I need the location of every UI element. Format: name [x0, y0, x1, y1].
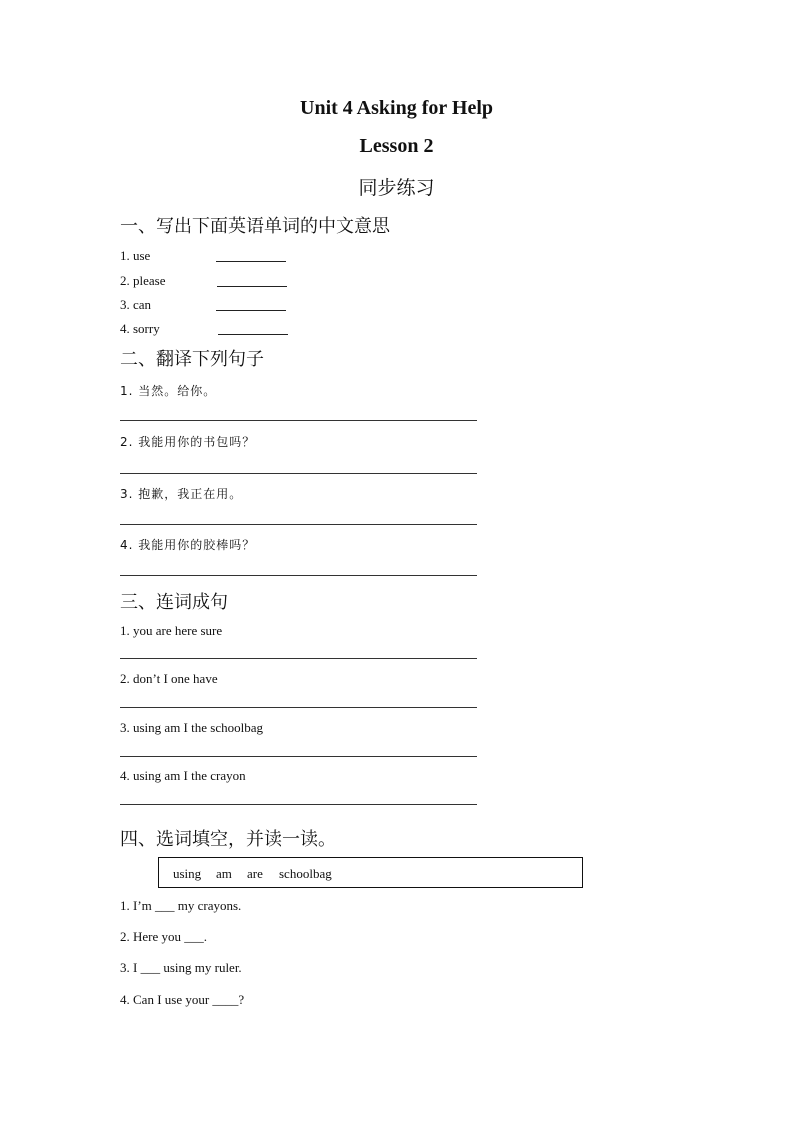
- answer-line-3-2[interactable]: [120, 707, 477, 708]
- section-2-item-1: 1. 当然。给你。: [120, 384, 217, 398]
- answer-blank-3[interactable]: [216, 310, 286, 311]
- answer-line-2-2[interactable]: [120, 473, 477, 474]
- section-2-heading: 二、翻译下列句子: [120, 349, 264, 370]
- word-bank-box: [158, 857, 583, 888]
- section-1-item-2: 2. please: [120, 273, 166, 288]
- word-bank-word: are: [247, 866, 263, 881]
- section-4-item-4: 4. Can I use your ____?: [120, 992, 245, 1007]
- section-1-heading: 一、写出下面英语单词的中文意思: [120, 216, 390, 237]
- section-2-item-2: 2. 我能用你的书包吗？: [120, 435, 256, 449]
- section-1-item-3: 3. can: [120, 297, 152, 312]
- section-3-item-2: 2. don’t I one have: [120, 671, 218, 686]
- answer-blank-4[interactable]: [218, 334, 288, 335]
- answer-line-3-3[interactable]: [120, 756, 477, 757]
- answer-line-2-1[interactable]: [120, 420, 477, 421]
- page-title: Unit 4 Asking for Help: [300, 97, 493, 119]
- section-4-item-3: 3. I ___ using my ruler.: [120, 960, 242, 975]
- word-bank-word: am: [216, 866, 232, 881]
- word-bank-word: schoolbag: [279, 866, 332, 881]
- section-2-item-4: 4. 我能用你的胶棒吗？: [120, 538, 256, 552]
- section-3-item-4: 4. using am I the crayon: [120, 768, 246, 783]
- section-3-heading: 三、连词成句: [120, 592, 228, 613]
- page-subtitle: 同步练习: [358, 177, 435, 199]
- section-4-item-1: 1. I’m ___ my crayons.: [120, 898, 242, 913]
- section-3-item-3: 3. using am I the schoolbag: [120, 720, 263, 735]
- section-1-item-4: 4. sorry: [120, 321, 160, 336]
- section-4-item-2: 2. Here you ___.: [120, 929, 208, 944]
- answer-blank-1[interactable]: [216, 261, 286, 262]
- word-bank-word: using: [173, 866, 202, 881]
- answer-line-3-1[interactable]: [120, 658, 477, 659]
- section-3-item-1: 1. you are here sure: [120, 623, 223, 638]
- answer-line-2-4[interactable]: [120, 575, 477, 576]
- answer-line-2-3[interactable]: [120, 524, 477, 525]
- answer-line-3-4[interactable]: [120, 804, 477, 805]
- answer-blank-2[interactable]: [217, 286, 287, 287]
- lesson-title: Lesson 2: [359, 135, 434, 157]
- section-4-heading: 四、选词填空，并读一读。: [120, 829, 336, 850]
- section-1-item-1: 1. use: [120, 248, 151, 263]
- section-2-item-3: 3. 抱歉，我正在用。: [120, 487, 243, 501]
